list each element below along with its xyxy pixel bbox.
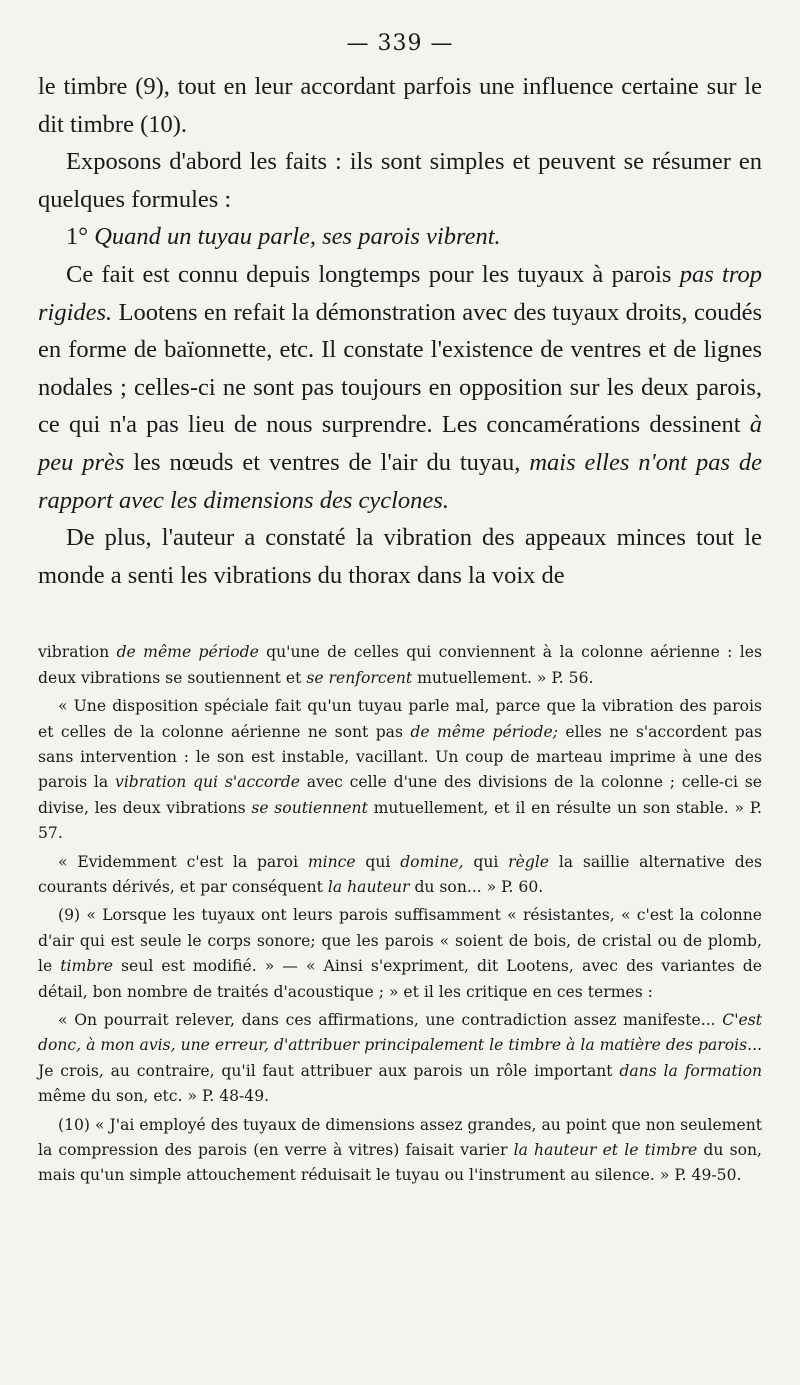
italic-run: vibration qui s'accorde bbox=[115, 773, 300, 792]
text-run: Je crois, au contraire, qu'il faut attribuer aux parois un rôle important bbox=[38, 1061, 620, 1080]
footnote bbox=[38, 1008, 762, 1110]
paragraph bbox=[38, 519, 762, 594]
text-run: Ce fait est connu depuis longtemps pour les tuyaux à parois bbox=[66, 260, 680, 288]
italic-run: pas trop rigides. bbox=[38, 260, 762, 326]
text-run: « On pourrait relever, dans ces affirmations, une contradiction assez manifeste... bbox=[58, 1011, 723, 1029]
text-run: vibration bbox=[38, 643, 117, 662]
text-run: mutuellement, et il en résulte un son stable. » P. 57. bbox=[38, 798, 762, 843]
text-run: du son, mais qu'un simple attouchement réduisait le tuyau ou l'instrument au silence. » P. 49-50. bbox=[38, 1141, 762, 1185]
italic-run: règle bbox=[508, 852, 550, 871]
text-run: (10) « J'ai employé des tuyaux de dimensions assez grandes, au point que non seulement la compression des parois (en verre à vitres) faisait varier bbox=[38, 1115, 762, 1160]
italic-run: de même période; bbox=[410, 722, 558, 741]
italic-run: dans la formation bbox=[619, 1061, 763, 1080]
text-run: qui bbox=[463, 852, 509, 871]
text-run: seul est modifié. » — « Ainsi s'expriment, dit Lootens, avec des variantes de détail, bon nombre de traités d'acoustique ; » et il les critique en ces termes : bbox=[38, 957, 762, 1001]
text-run: De plus, l'auteur a constaté la vibration des appeaux minces tout le monde a senti les vibrations du thorax dans la voix de bbox=[38, 524, 762, 589]
italic-run: Quand un tuyau parle, ses parois vibrent. bbox=[94, 223, 501, 251]
text-run: la saillie alternative des courants dérivés, et par conséquent bbox=[38, 852, 762, 896]
page-number: — 339 — bbox=[346, 31, 454, 56]
italic-run: timbre bbox=[60, 957, 113, 976]
text-run: le timbre (9), tout en leur accordant parfois une influence certaine sur le dit timbre (10). bbox=[38, 73, 762, 138]
footnote bbox=[38, 694, 762, 846]
text-run: mutuellement. » P. 56. bbox=[412, 668, 594, 687]
text-run: qui bbox=[355, 852, 401, 871]
text-run: 1° bbox=[66, 223, 95, 251]
text-run: avec celle d'une des divisions de la colonne ; celle-ci se divise, les deux vibrations bbox=[38, 773, 762, 817]
main-text bbox=[38, 68, 762, 594]
text-run: Exposons d'abord les faits : ils sont simples et peuvent se résumer en quelques formules : bbox=[38, 148, 762, 213]
text-run: « Une disposition spéciale fait qu'un tuyau parle mal, parce que la vibration des parois et celles de la colonne aérienne ne sont pas bbox=[38, 697, 762, 741]
italic-run: de même période bbox=[116, 643, 259, 662]
italic-run: la hauteur bbox=[327, 877, 410, 896]
text-run: qu'une de celles qui conviennent à la colonne aérienne : les deux vibrations se soutiennent et bbox=[38, 643, 762, 687]
italic-run: la hauteur et le timbre bbox=[513, 1141, 698, 1160]
text-run: « Evidemment c'est la paroi bbox=[58, 852, 308, 871]
italic-run: mais elles n'ont pas de rapport avec les dimensions des cyclones. bbox=[38, 448, 762, 514]
section-gap bbox=[38, 594, 762, 640]
text-run: elles ne s'accordent pas sans intervention : le son est instable, vacillant. Un coup de marteau imprime à une des parois la bbox=[38, 722, 762, 792]
footnote bbox=[38, 640, 762, 691]
footnotes bbox=[38, 640, 762, 1189]
text-run: Lootens en refait la démonstration avec des tuyaux droits, coudés en forme de baïonnette, etc. Il constate l'existence de ventres et de lignes nodales ; celles-ci ne sont pas toujours en opposition sur les deux parois, ce qui n'a pas lieu de nous surprendre. Les concamérations dessinent bbox=[38, 298, 762, 439]
italic-run: se renforcent bbox=[306, 668, 413, 687]
text-run: (9) « Lorsque les tuyaux ont leurs parois suffisamment « résistantes, « c'est la colonne d'air qui est seule le corps sonore; que les parois « soient de bois, de cristal ou de plomb, le bbox=[38, 906, 762, 976]
italic-run: mince bbox=[307, 852, 356, 871]
paragraph bbox=[38, 218, 762, 256]
italic-run: domine, bbox=[400, 852, 464, 871]
italic-run: à peu près bbox=[38, 411, 762, 476]
text-run: les nœuds et ventres de l'air du tuyau, bbox=[124, 448, 530, 476]
paragraph bbox=[38, 256, 762, 519]
footnote-10 bbox=[38, 1113, 762, 1189]
footnote-9 bbox=[38, 903, 762, 1005]
footnote bbox=[38, 850, 762, 901]
paragraph bbox=[38, 68, 762, 143]
paragraph bbox=[38, 143, 762, 218]
text-run: du son... » P. 60. bbox=[409, 877, 544, 896]
italic-run: C'est donc, à mon avis, une erreur, d'attribuer principalement le timbre à la matière des parois... bbox=[38, 1011, 762, 1055]
italic-run: se soutiennent bbox=[251, 798, 368, 817]
text-run: même du son, etc. » P. 48-49. bbox=[38, 1087, 270, 1106]
